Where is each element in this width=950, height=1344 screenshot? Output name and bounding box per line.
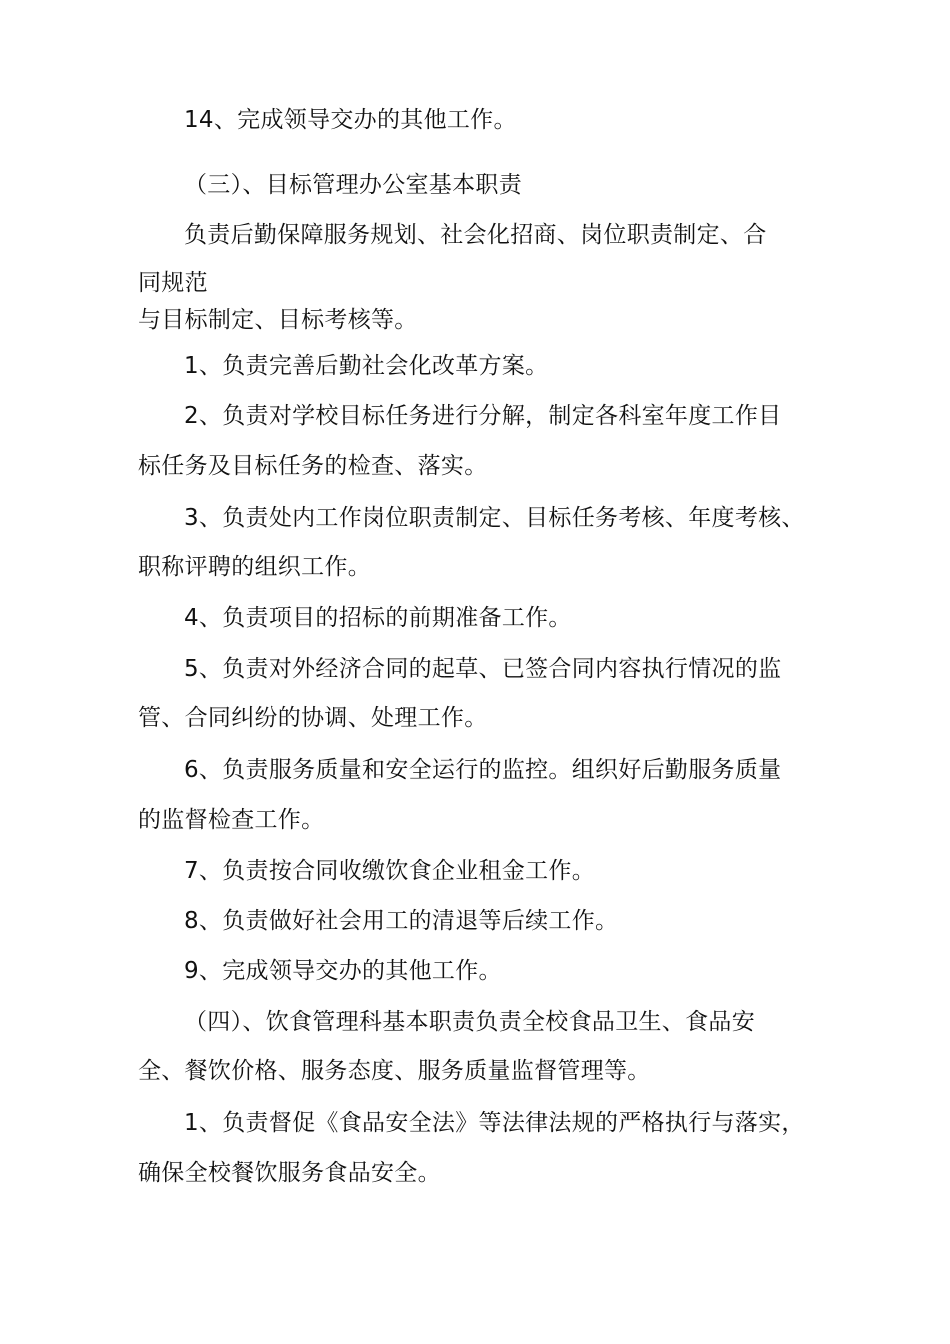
text-line: 职称评聘的组织工作。 (138, 554, 371, 580)
text-line: 8、负责做好社会用工的清退等后续工作。 (184, 908, 619, 934)
text-line: 1、负责完善后勤社会化改革方案。 (184, 353, 549, 379)
text-line: 管、合同纠纷的协调、处理工作。 (138, 705, 488, 731)
text-line: 确保全校餐饮服务食品安全。 (138, 1160, 441, 1186)
text-line: 全、餐饮价格、服务态度、服务质量监督管理等。 (138, 1058, 651, 1084)
text-line: 6、负责服务质量和安全运行的监控。组织好后勤服务质量 (184, 757, 782, 783)
text-line: 3、负责处内工作岗位职责制定、目标任务考核、年度考核、 (184, 505, 805, 531)
text-line: 7、负责按合同收缴饮食企业租金工作。 (184, 858, 596, 884)
text-line: 4、负责项目的招标的前期准备工作。 (184, 605, 572, 631)
text-line: 负责后勤保障服务规划、社会化招商、岗位职责制定、合 (184, 222, 767, 248)
text-line: 5、负责对外经济合同的起草、已签合同内容执行情况的监 (184, 656, 782, 682)
text-line: 14、完成领导交办的其他工作。 (184, 107, 517, 133)
text-line: 标任务及目标任务的检查、落实。 (138, 453, 488, 479)
text-line: 与目标制定、目标考核等。 (138, 307, 418, 333)
text-line: 2、负责对学校目标任务进行分解，制定各科室年度工作目 (184, 403, 782, 429)
text-line: 同规范 (138, 270, 208, 296)
text-line: 1、负责督促《食品安全法》等法律法规的严格执行与落实， (184, 1110, 805, 1136)
text-line: 9、完成领导交办的其他工作。 (184, 958, 502, 984)
text-line: 的监督检查工作。 (138, 807, 325, 833)
section-heading: （四）、饮食管理科基本职责负责全校食品卫生、食品安 (184, 1009, 755, 1035)
section-heading: （三）、目标管理办公室基本职责 (184, 172, 522, 198)
